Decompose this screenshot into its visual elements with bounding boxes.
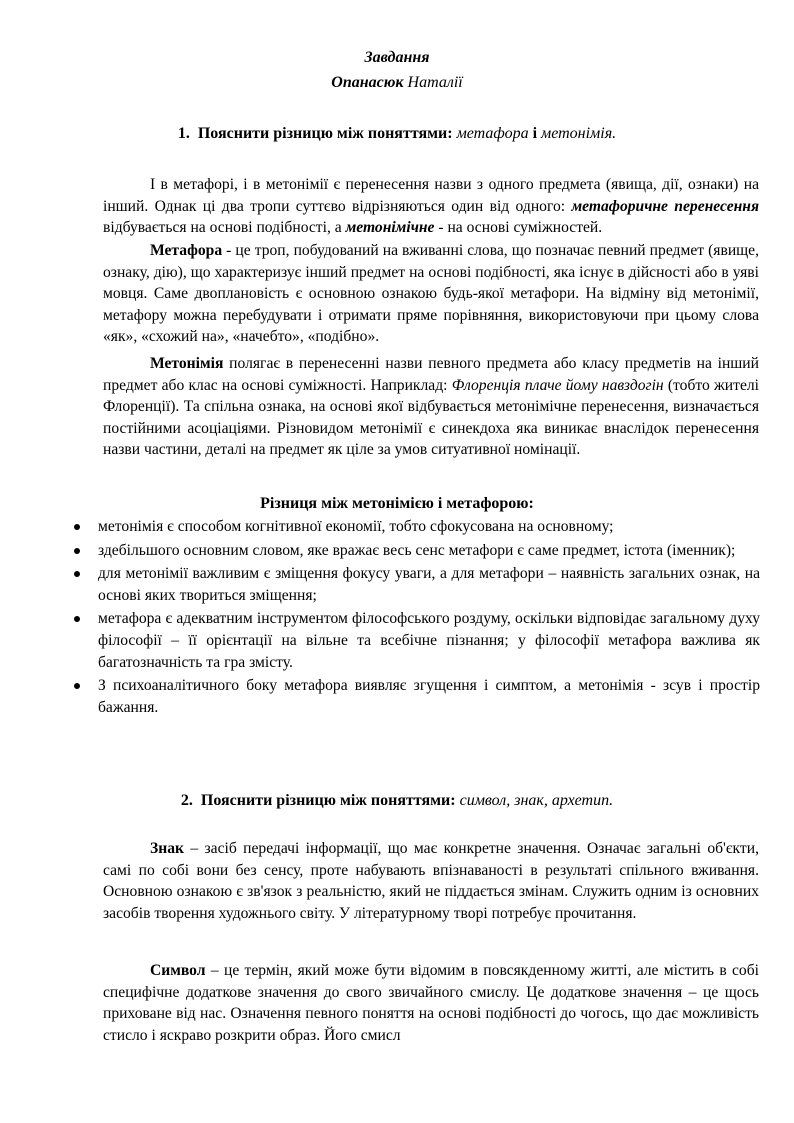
difference-list xyxy=(70,516,760,720)
bullet-icon xyxy=(74,524,80,530)
difference-heading: Різниця між метонімією і метафорою: xyxy=(260,495,534,512)
list-item: метафора є адекватним інструментом філософського роздуму, оскільки відповідає загальному духу філософії – її орієнтації на вільне та всебічне пізнання; у філософії метафора важлива як багатозначність та гра змісту. xyxy=(70,608,760,673)
section-1-heading: 1. Пояснити різницю між поняттями: метафора і метонімія. xyxy=(177,125,617,142)
bullet-icon xyxy=(74,616,80,622)
section-2-heading: 2. Пояснити різницю між поняттями: символ, знак, архетип. xyxy=(180,792,614,809)
author-line xyxy=(0,72,794,94)
paragraph-metonymy: Метонімія полягає в перенесенні назви певного предмета або класу предметів на інший предмет або клас на основі суміжності. Наприклад: Флоренція плаче йому навздогін (тобто жителі Флоренції). Та спільна ознака, на основі якої відбувається метонімічне перенесення, визначається постійними асоціаціями. Різновидом метонімії є синекдоха яка виникає внаслідок перенесення назви частини, деталі на предмет як ціле за умов ситуативної номінації. xyxy=(103,355,759,459)
list-item: З психоаналітичного боку метафора виявляє згущення і симптом, а метонімія - зсув і простір бажання. xyxy=(70,675,760,718)
list-item: для метонімії важливим є зміщення фокусу уваги, а для метафори – наявність загальних ознак, на основі яких твориться зміщення; xyxy=(70,563,760,606)
bullet-icon xyxy=(74,548,80,554)
author-name: Наталії xyxy=(407,74,463,91)
paragraph-intro: І в метафорі, і в метонімії є перенесення назви з одного предмета (явища, дії, ознаки) на інший. Однак ці два тропи суттєво відрізняються один від одного: метафоричне перенесення відбувається на основі подібності, а метонімічне - на основі суміжностей. xyxy=(103,176,759,237)
list-item: здебільшого основним словом, яке вражає весь сенс метафори є саме предмет, істота (іменник); xyxy=(70,540,760,562)
document-title: Завдання xyxy=(364,49,430,66)
paragraph-sign: Знак – засіб передачі інформації, що має конкретне значення. Означає загальні об'єкти, самі по собі вони без сенсу, проте набувають впізнаваності в результаті спільного вживання. Основною ознакою є зв'язок з реальністю, який не піддається змінам. Служить одним із основних засобів творення художнього світу. У літературному творі потребує прочитання. xyxy=(103,840,759,922)
list-item: метонімія є способом когнітивної економії, тобто сфокусована на основному; xyxy=(70,516,760,538)
bullet-icon xyxy=(74,571,80,577)
author-surname: Опанасюк xyxy=(331,74,404,91)
bullet-icon xyxy=(74,683,80,689)
paragraph-symbol: Символ – це термін, який може бути відомим в повсякденному житті, але містить в собі специфічне додаткове значення до свого звичайного смислу. Це додаткове значення – це щось приховане від нас. Означення певного поняття на основі подібності до чогось, що дає можливість стисло і яскраво розкрити образ. Його смисл xyxy=(103,962,759,1044)
paragraph-metaphor: Метафора - це троп, побудований на вживанні слова, що позначає певний предмет (явище, ознаку, дію), що характеризує інший предмет на основі подібності, яка існує в дійсності або в уяві мовця. Саме двоплановість є основною ознакою будь-якої метафори. На відміну від метонімії, метафору можна перебудувати і отримати пряме порівняння, використовуючи при цьому слова «як», «схожий на», «начебто», «подібно». xyxy=(103,242,759,346)
